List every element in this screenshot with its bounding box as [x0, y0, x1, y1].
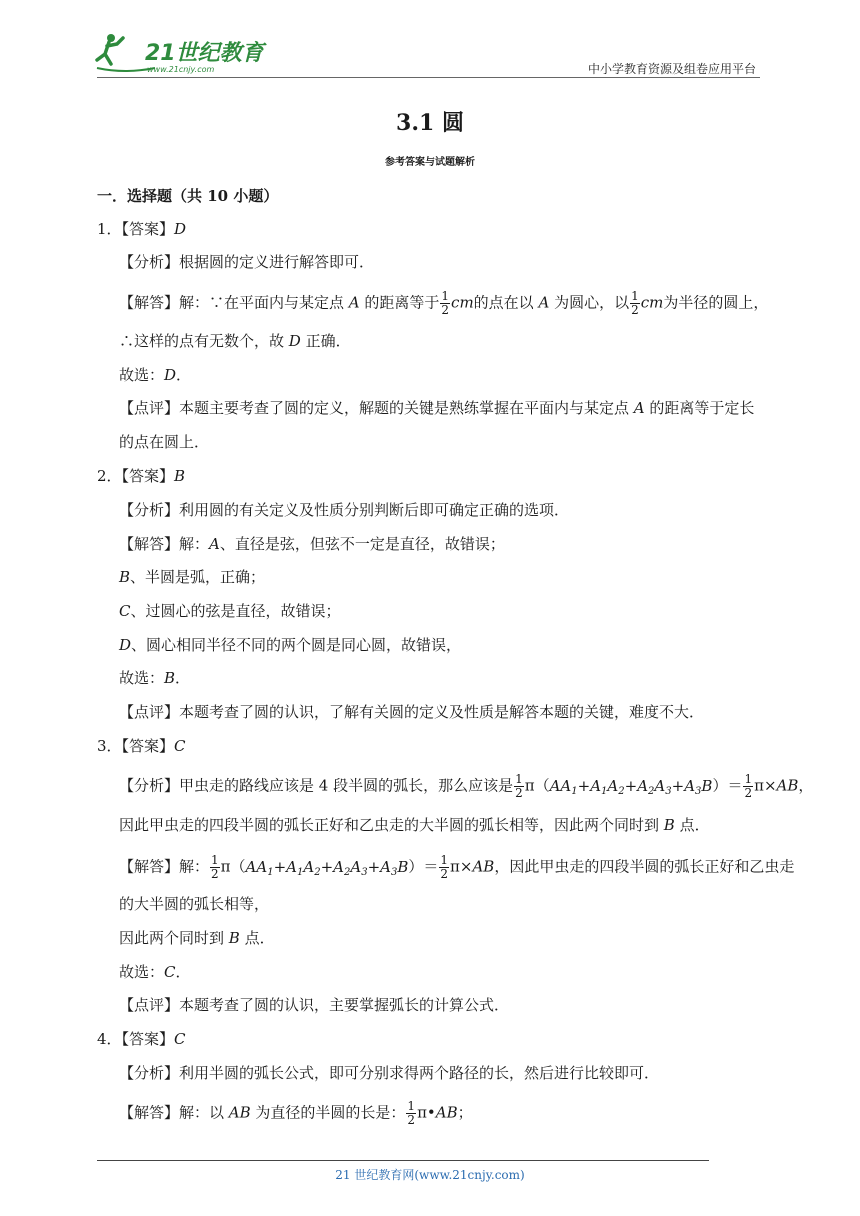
- footer-divider: [97, 1160, 709, 1161]
- q3-analysis: 【分析】甲虫走的路线应该是 4 段半圆的弧长，那么应该是 $\frac{1}{2}$ $\pi(AA_1+A_1A_2+A_2A_3+A_3B)=$ $\frac{1}{2}$ π×AB，: [119, 772, 814, 800]
- site-logo: [95, 28, 275, 78]
- q3-solution: 【解答】解： $\frac{1}{2}$ $\pi(AA_1+A_1A_2+A_2A_3+A_3B)=$ $\frac{1}{2}$ π×AB，因此甲虫走的四段半圆的弧长正好和乙虫走: [119, 853, 795, 881]
- q1-choose: 故选：D．: [119, 366, 192, 384]
- q1-comment-2: 的点在圆上．: [119, 433, 210, 451]
- header-divider: [97, 77, 760, 78]
- q2-comment: 【点评】本题考查了圆的认识，了解有关圆的定义及性质是解答本题的关键，难度不大．: [119, 703, 705, 721]
- q1-analysis: 【分析】根据圆的定义进行解答即可．: [119, 253, 375, 271]
- q3-choose: 故选：C．: [119, 963, 191, 981]
- q1-answer: 1．【答案】D: [97, 220, 187, 238]
- fraction: $\frac{1}{2}$: [744, 772, 753, 800]
- q1-solution-2: ∴这样的点有无数个，故 D 正确．: [119, 332, 351, 350]
- q3-comment: 【点评】本题考查了圆的认识，主要掌握弧长的计算公式．: [119, 996, 510, 1014]
- q3-analysis-2: 因此甲虫走的四段半圆的弧长正好和乙虫走的大半圆的弧长相等，因此两个同时到 B 点．: [119, 816, 710, 834]
- q3-solution-3: 因此两个同时到 B 点．: [119, 929, 275, 947]
- q2-option-b: B、半圆是弧，正确；: [119, 568, 266, 586]
- q2-choose: 故选：B．: [119, 669, 191, 687]
- footer-link[interactable]: 21 世纪教育网(www.21cnjy.com): [335, 1168, 525, 1182]
- q2-option-c: C、过圆心的弦是直径，故错误；: [119, 602, 341, 620]
- q2-option-d: D、圆心相同半径不同的两个圆是同心圆，故错误，: [119, 636, 462, 654]
- fraction: $\frac{1}{2}$: [440, 853, 449, 881]
- q4-analysis: 【分析】利用半圆的弧长公式，即可分别求得两个路径的长，然后进行比较即可．: [119, 1064, 660, 1082]
- q2-solution: 【解答】解：A、直径是弦，但弦不一定是直径，故错误；: [119, 535, 505, 553]
- q2-answer: 2．【答案】B: [97, 467, 186, 485]
- fraction: $\frac{1}{2}$: [441, 289, 450, 317]
- section-heading: 一．选择题（共 10 小题）: [97, 187, 279, 205]
- q2-analysis: 【分析】利用圆的有关定义及性质分别判断后即可确定正确的选项．: [119, 501, 570, 519]
- platform-slogan: 中小学教育资源及组卷应用平台: [587, 62, 756, 76]
- q3-answer: 3．【答案】C: [97, 737, 186, 755]
- page-title: 3.1 圆: [396, 110, 464, 136]
- q1-comment: 【点评】本题主要考查了圆的定义，解题的关键是熟练掌握在平面内与某定点 A 的距离等于定长: [119, 399, 755, 417]
- fraction: $\frac{1}{2}$: [631, 289, 639, 317]
- svg-text:21世纪教育: 21世纪教育: [145, 41, 264, 66]
- page-header: [95, 28, 760, 80]
- q4-solution: 【解答】解：以 AB 为直径的半圆的长是： $\frac{1}{2}$ π•AB；: [119, 1099, 473, 1127]
- q1-solution: 【解答】解：∵在平面内与某定点 A 的距离等于 $\frac{1}{2}$ cm的点在以 A 为圆心，以 $\frac{1}{2}$ cm为半径的圆上，: [119, 289, 769, 317]
- q3-solution-2: 的大半圆的弧长相等，: [119, 895, 270, 913]
- fraction: $\frac{1}{2}$: [211, 853, 219, 881]
- svg-text:www.21cnjy.com: www.21cnjy.com: [147, 65, 215, 74]
- fraction: $\frac{1}{2}$: [407, 1099, 416, 1127]
- q4-answer: 4．【答案】C: [97, 1030, 186, 1048]
- page-subtitle: 参考答案与试题解析: [385, 157, 475, 168]
- fraction: $\frac{1}{2}$: [515, 772, 523, 800]
